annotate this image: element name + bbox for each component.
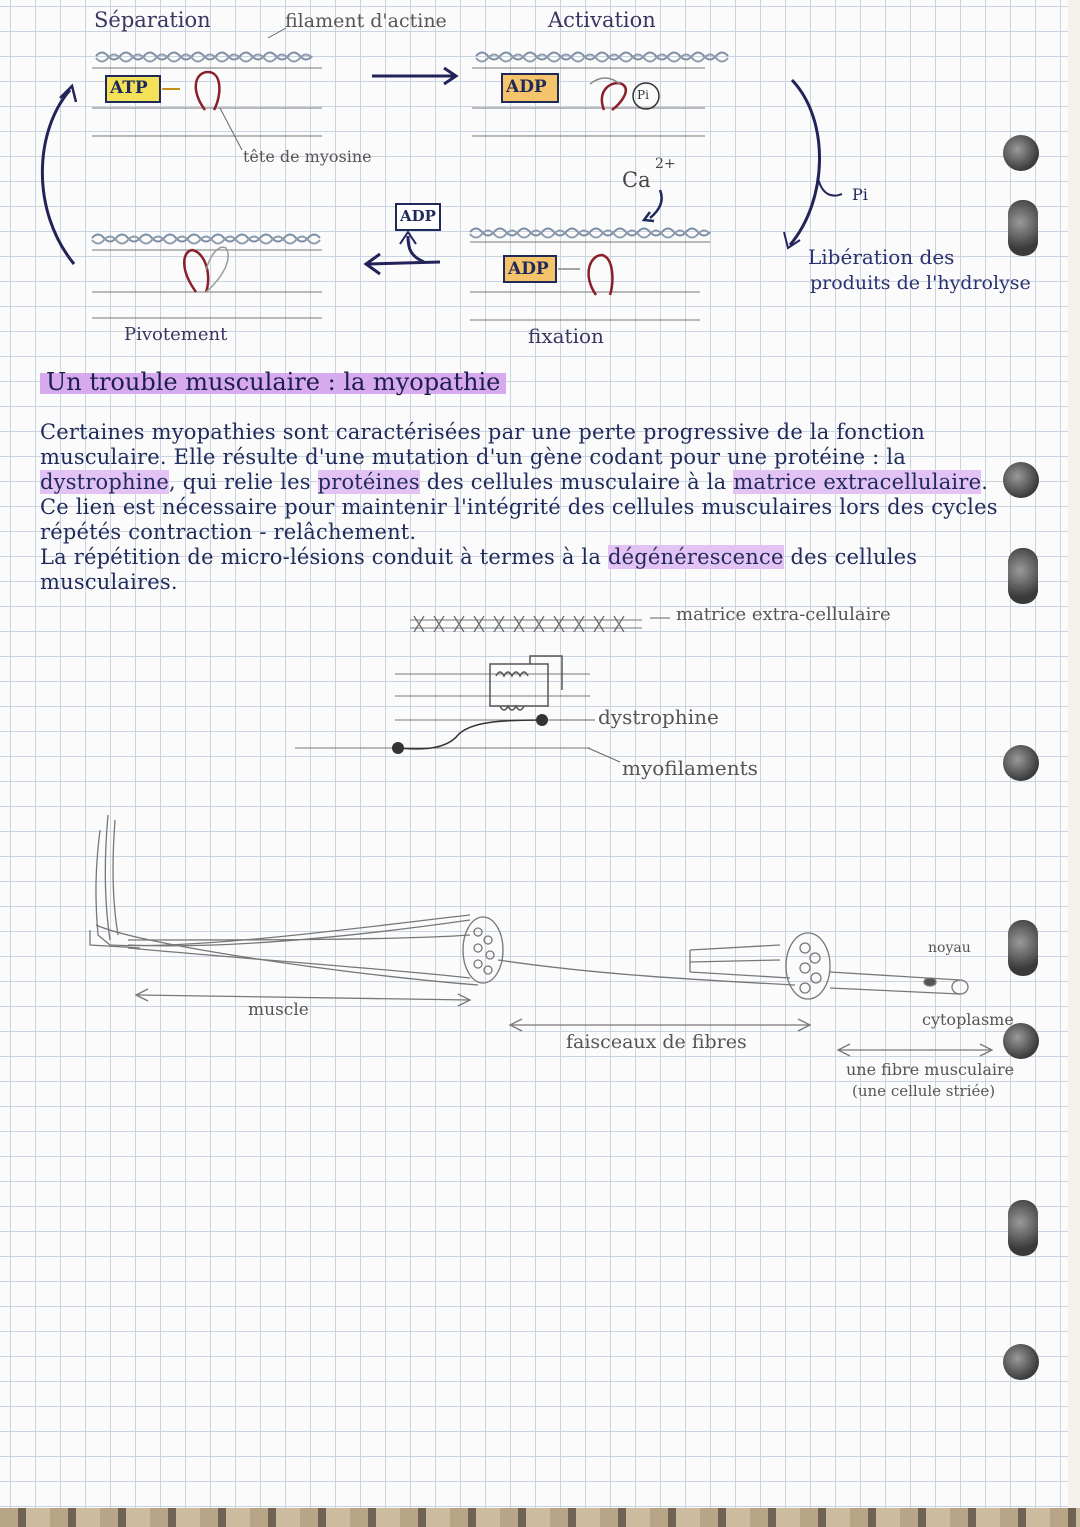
adp-release-label: ADP: [400, 207, 436, 225]
pi-circle-label: Pi: [637, 88, 649, 102]
term-degenerescence: dégénérescence: [607, 545, 784, 569]
p1-text-d: .: [981, 470, 989, 494]
paragraph-myopathy: [40, 420, 1000, 595]
label-dystrophine: dystrophine: [598, 705, 719, 729]
label-fibre-cell: (une cellule striée): [852, 1082, 996, 1100]
calcium-label: Ca: [622, 168, 651, 192]
label-actin-filament: filament d'actine: [285, 10, 447, 32]
label-activation: Activation: [548, 8, 656, 32]
adp-label: ADP: [506, 77, 547, 97]
term-proteines: protéines: [317, 470, 420, 494]
p1-text-b: , qui relie les: [169, 470, 318, 494]
label-myofilaments: myofilaments: [622, 756, 758, 780]
label-noyau: noyau: [928, 940, 971, 956]
cycle-arrows: [42, 68, 842, 274]
label-pivot: Pivotement: [124, 324, 228, 345]
dystrophin-schema: [295, 616, 670, 762]
p1-text-c: des cellules musculaire à la: [419, 470, 734, 494]
label-myosin-head: tête de myosine: [243, 147, 372, 166]
label-muscle: muscle: [248, 1000, 309, 1020]
label-fibre: une fibre musculaire: [846, 1060, 1015, 1079]
adp-fixation-label: ADP: [508, 259, 549, 279]
label-cytoplasme: cytoplasme: [922, 1010, 1014, 1029]
label-bundles: faisceaux de fibres: [566, 1031, 747, 1053]
label-release-line1: Libération des: [808, 245, 955, 269]
p3-text-b: des cellules musculaires.: [40, 545, 918, 594]
p1-text-a: Certaines myopathies sont caractérisées par une perte progressive de la fonction musculaire. Elle résulte d'une mutation d'un gène codant pour une protéine : la: [40, 420, 925, 469]
label-matrix: matrice extra-cellulaire: [676, 604, 891, 625]
pi-release-label: Pi: [852, 185, 868, 204]
label-separation: Séparation: [94, 8, 211, 32]
label-fixation: fixation: [528, 324, 604, 348]
muscle-structure-drawing: [90, 815, 992, 1056]
section-heading: Un trouble musculaire : la myopathie: [40, 368, 506, 396]
term-matrice: matrice extracellulaire: [733, 470, 982, 494]
p2-text: Ce lien est nécessaire pour maintenir l'intégrité des cellules musculaires lors des cycles répétés contraction - relâchement.: [40, 495, 998, 544]
atp-label: ATP: [110, 78, 148, 98]
term-dystrophine: dystrophine: [40, 470, 170, 494]
calcium-charge: 2+: [655, 156, 676, 172]
panel-pivot: [92, 235, 322, 319]
p3-text-a: La répétition de micro-lésions conduit à termes à la: [40, 545, 608, 569]
label-release-line2: produits de l'hydrolyse: [810, 272, 1031, 294]
